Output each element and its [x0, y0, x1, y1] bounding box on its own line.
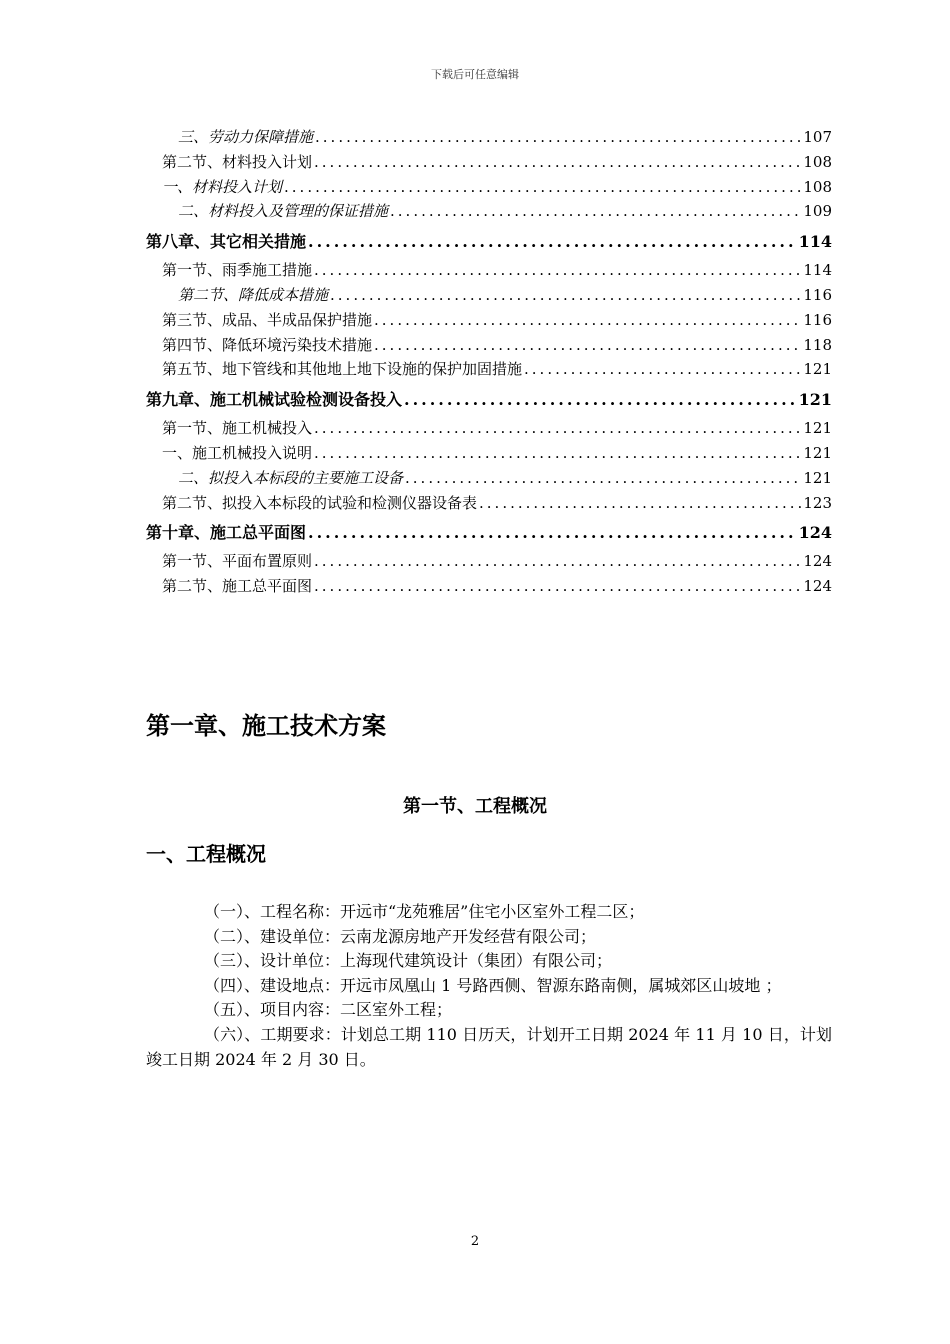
toc-entry-page: 116	[803, 285, 832, 304]
toc-entry-page: 121	[803, 443, 832, 462]
toc-dot-leader	[314, 444, 801, 462]
toc-dot-leader	[314, 261, 801, 279]
toc-dot-leader	[314, 552, 801, 570]
toc-dot-leader	[284, 178, 801, 196]
toc-entry-title: 第九章、施工机械试验检测设备投入	[146, 390, 403, 410]
toc-entry-page: 118	[803, 335, 832, 354]
page-header: 下载后可任意编辑	[431, 68, 519, 81]
table-of-contents	[146, 126, 832, 600]
toc-entry-title: 第一节、施工机械投入	[162, 419, 313, 438]
toc-entry-title: 第二节、拟投入本标段的试验和检测仪器设备表	[162, 493, 478, 512]
section-heading: 第一节、工程概况	[403, 796, 547, 817]
body-paragraph: （二）、建设单位：云南龙源房地产开发经营有限公司；	[204, 926, 597, 946]
toc-entry	[146, 516, 832, 550]
toc-entry-title: 一、材料投入计划	[162, 177, 283, 196]
toc-dot-leader	[314, 153, 801, 171]
toc-entry-page: 109	[803, 202, 832, 221]
toc-entry-page: 116	[803, 310, 832, 329]
toc-entry-title: 第八章、其它相关措施	[146, 232, 307, 252]
toc-entry	[146, 225, 832, 259]
toc-entry-title: 二、拟投入本标段的主要施工设备	[178, 468, 404, 487]
toc-entry	[146, 176, 832, 201]
toc-entry	[146, 309, 832, 334]
toc-entry-title: 一、施工机械投入说明	[162, 443, 313, 462]
toc-entry	[146, 442, 832, 467]
toc-entry-page: 107	[803, 128, 832, 146]
toc-entry-page: 108	[803, 152, 832, 171]
toc-entry-title: 第三节、成品、半成品保护措施	[162, 310, 373, 329]
toc-dot-leader	[314, 419, 801, 437]
toc-entry-title: 第一节、雨季施工措施	[162, 261, 313, 280]
toc-entry	[146, 200, 832, 225]
chapter-heading: 第一章、施工技术方案	[146, 711, 386, 740]
page-number: 2	[470, 1234, 480, 1249]
toc-entry	[146, 383, 832, 417]
body-paragraph: （六）、工期要求：计划总工期 110 日历天，计划开工日期 2024 年 11 月 10 日，计划竣工日期 2024 年 2 月 30 日。	[146, 1024, 832, 1069]
toc-entry	[146, 417, 832, 442]
toc-entry-title: 第二节、材料投入计划	[162, 152, 313, 171]
toc-entry	[146, 550, 832, 575]
toc-entry-title: 第一节、平面布置原则	[162, 552, 313, 571]
toc-entry	[146, 575, 832, 600]
toc-entry-title: 第四节、降低环境污染技术措施	[162, 335, 373, 354]
toc-dot-leader	[374, 336, 801, 354]
toc-dot-leader	[315, 128, 801, 146]
toc-entry-page: 121	[803, 419, 832, 438]
toc-entry-page: 124	[803, 552, 832, 571]
body-text	[146, 900, 832, 1072]
toc-dot-leader	[308, 225, 797, 259]
toc-entry-title: 第五节、地下管线和其他地上地下设施的保护加固措施	[162, 360, 523, 379]
toc-entry-page: 123	[803, 493, 832, 512]
toc-entry	[146, 151, 832, 176]
toc-entry-title: 二、材料投入及管理的保证措施	[178, 202, 389, 221]
toc-dot-leader	[524, 360, 801, 378]
toc-entry-page: 124	[803, 577, 832, 596]
toc-entry-title: 第二节、施工总平面图	[162, 577, 313, 596]
toc-dot-leader	[404, 383, 797, 417]
toc-entry-title: 第二节、降低成本措施	[178, 285, 329, 304]
toc-entry-page: 114	[803, 261, 832, 280]
toc-entry-page: 108	[803, 177, 832, 196]
toc-entry-title: 第十章、施工总平面图	[146, 523, 307, 543]
toc-entry	[146, 492, 832, 517]
toc-entry	[146, 334, 832, 359]
toc-entry	[146, 467, 832, 492]
toc-dot-leader	[405, 469, 801, 487]
toc-entry	[146, 126, 832, 151]
toc-dot-leader	[308, 516, 797, 550]
toc-entry-page: 121	[803, 360, 832, 379]
toc-entry-title: 三、劳动力保障措施	[178, 128, 314, 146]
toc-entry-page: 124	[798, 523, 832, 543]
toc-dot-leader	[390, 202, 801, 220]
body-paragraph: （三）、设计单位：上海现代建筑设计（集团）有限公司；	[204, 951, 613, 971]
body-paragraph: （五）、项目内容：二区室外工程；	[204, 1000, 453, 1020]
toc-entry-page: 121	[798, 390, 832, 410]
subsection-heading: 一、工程概况	[146, 842, 266, 866]
toc-entry-page: 114	[798, 232, 832, 252]
toc-entry	[146, 284, 832, 309]
toc-entry	[146, 358, 832, 383]
toc-entry	[146, 259, 832, 284]
body-paragraph: （一）、工程名称：开远市“龙苑雅居”住宅小区室外工程二区；	[204, 902, 645, 921]
toc-dot-leader	[479, 494, 801, 512]
toc-dot-leader	[374, 311, 801, 329]
toc-dot-leader	[314, 577, 801, 595]
body-paragraph: （四）、建设地点：开远市凤凰山 1 号路西侧、智源东路南侧，属城郊区山坡地 ；	[204, 975, 782, 995]
toc-entry-page: 121	[803, 468, 832, 487]
toc-dot-leader	[330, 286, 801, 304]
